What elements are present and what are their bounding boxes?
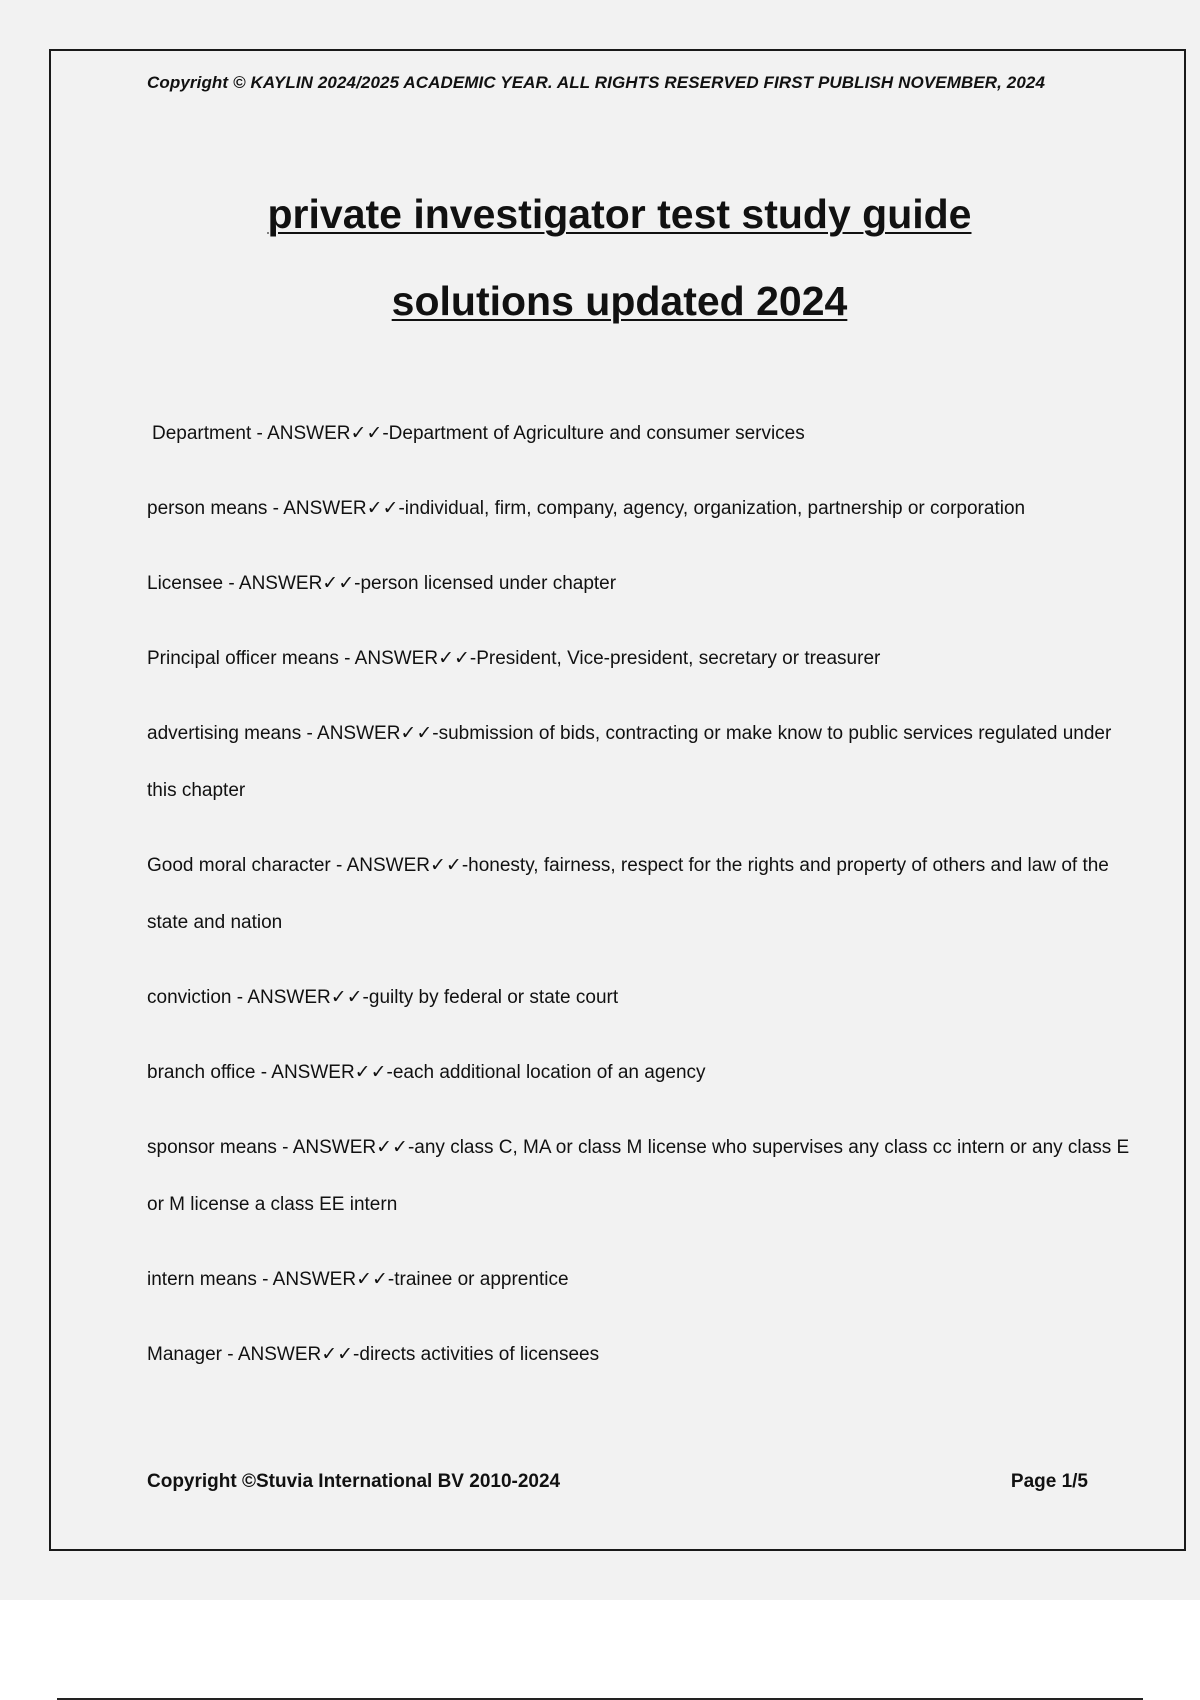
qa-item: intern means - ANSWER✓✓-trainee or apprentice xyxy=(147,1269,569,1290)
qa-item: conviction - ANSWER✓✓-guilty by federal or state court xyxy=(147,987,619,1008)
header-copyright: Copyright © KAYLIN 2024/2025 ACADEMIC YEAR. ALL RIGHTS RESERVED FIRST PUBLISH NOVEMBER, 2024 xyxy=(147,73,1046,92)
qa-item: Manager - ANSWER✓✓-directs activities of licensees xyxy=(147,1344,600,1365)
qa-item: sponsor means - ANSWER✓✓-any class C, MA or class M license who supervises any class cc intern or any class E or M license a class EE intern xyxy=(147,1137,1130,1215)
qa-list xyxy=(147,405,1137,1401)
qa-item: person means - ANSWER✓✓-individual, firm, company, agency, organization, partnership or corporation xyxy=(147,498,1026,519)
page-title xyxy=(51,171,1188,345)
footer-copyright: Copyright ©Stuvia International BV 2010-2024 xyxy=(147,1471,561,1492)
qa-item: branch office - ANSWER✓✓-each additional location of an agency xyxy=(147,1062,706,1083)
qa-item: Department - ANSWER✓✓-Department of Agriculture and consumer services xyxy=(152,423,805,444)
title-line-1-text: private investigator test study guide xyxy=(267,191,972,237)
title-line-2 xyxy=(51,258,1188,345)
qa-item: Principal officer means - ANSWER✓✓-President, Vice-president, secretary or treasurer xyxy=(147,648,881,669)
document-page xyxy=(49,49,1186,1551)
qa-item: Good moral character - ANSWER✓✓-honesty, fairness, respect for the rights and property of others and law of the state and nation xyxy=(147,855,1109,933)
title-line-1 xyxy=(51,171,1188,258)
page-number: Page 1/5 xyxy=(1010,1471,1088,1492)
title-line-2-text: solutions updated 2024 xyxy=(391,278,848,324)
qa-item: advertising means - ANSWER✓✓-submission of bids, contracting or make know to public services regulated under this chapter xyxy=(147,723,1112,801)
qa-item: Licensee - ANSWER✓✓-person licensed under chapter xyxy=(147,573,617,594)
